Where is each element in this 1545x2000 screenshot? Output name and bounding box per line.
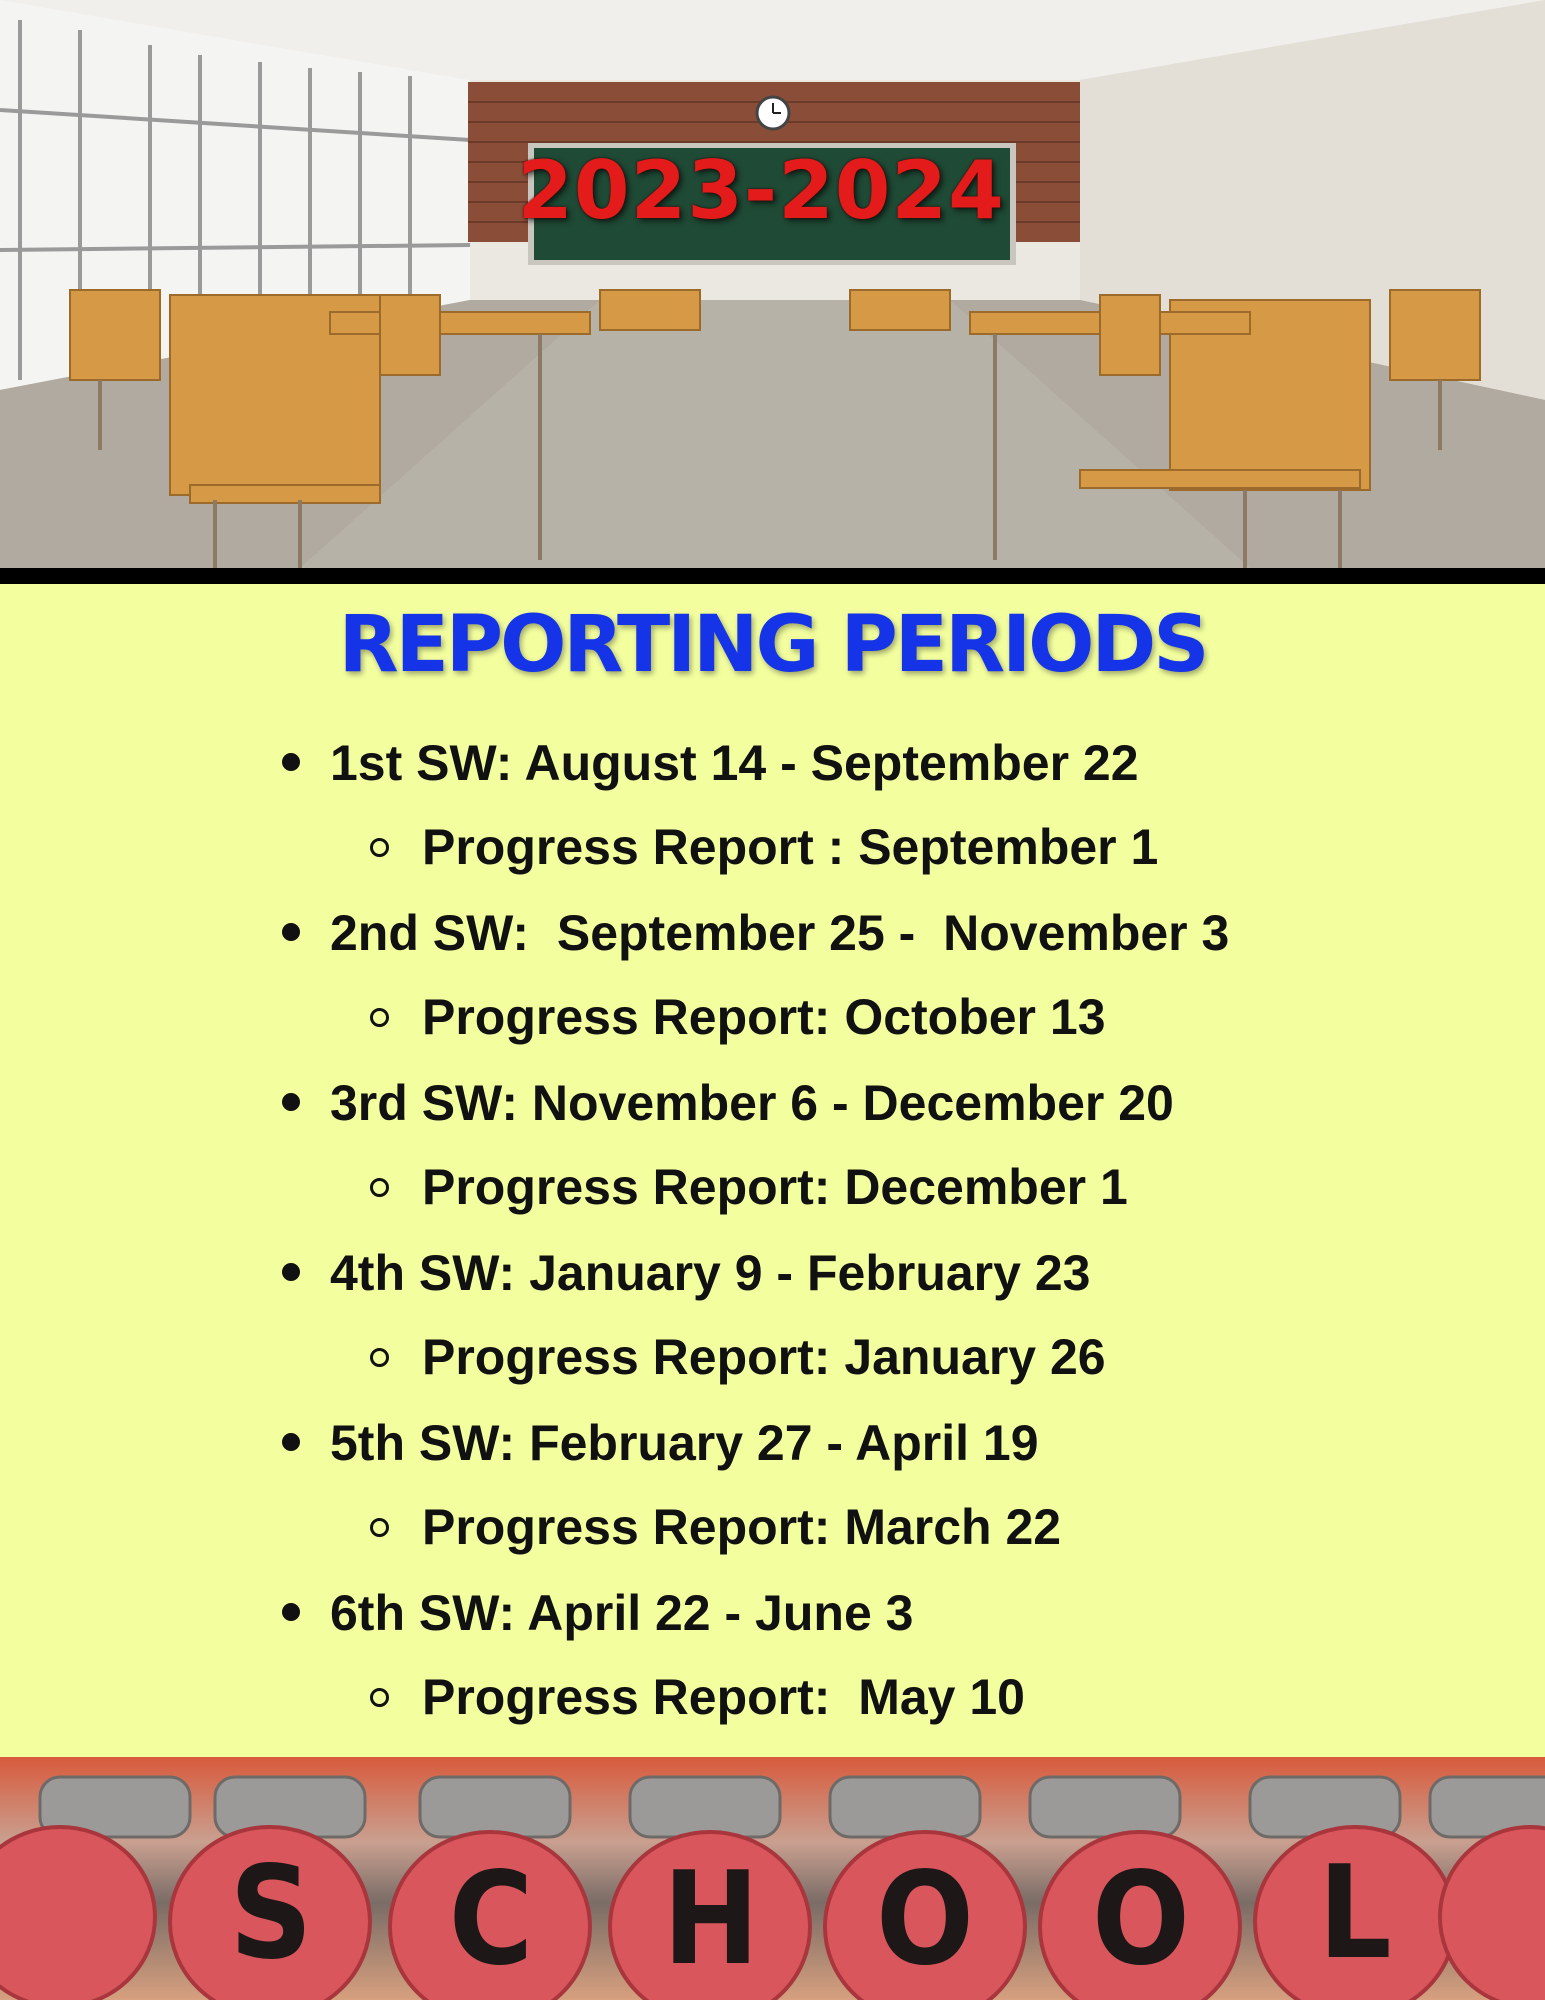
sub-bullet-icon bbox=[370, 1008, 389, 1027]
eraser-letter: C bbox=[448, 1845, 534, 1994]
sub-bullet-icon bbox=[370, 1688, 389, 1707]
bullet-icon bbox=[282, 753, 300, 771]
period-label: 2nd SW: September 25 - November 3 bbox=[330, 905, 1230, 961]
progress-report-label: Progress Report: January 26 bbox=[422, 1329, 1106, 1385]
classroom-illustration-icon bbox=[0, 0, 1545, 568]
period-label: 3rd SW: November 6 - December 20 bbox=[330, 1075, 1174, 1131]
period-label: 1st SW: August 14 - September 22 bbox=[330, 735, 1139, 791]
eraser-letter: O bbox=[876, 1845, 974, 1994]
header-divider bbox=[0, 568, 1545, 584]
eraser-letter: S bbox=[229, 1839, 313, 1988]
period-label: 4th SW: January 9 - February 23 bbox=[330, 1245, 1091, 1301]
progress-report-label: Progress Report: December 1 bbox=[422, 1159, 1128, 1215]
bullet-icon bbox=[282, 1093, 300, 1111]
progress-report-label: Progress Report: May 10 bbox=[422, 1669, 1025, 1725]
bullet-icon bbox=[282, 923, 300, 941]
sub-bullet-icon bbox=[370, 1178, 389, 1197]
classroom-photo bbox=[0, 0, 1545, 568]
bullet-icon bbox=[282, 1263, 300, 1281]
pencil-eraser-photo bbox=[0, 1757, 1545, 2000]
sub-bullet-icon bbox=[370, 838, 389, 857]
year-label: 2023-2024 bbox=[517, 144, 1005, 237]
progress-report-label: Progress Report: March 22 bbox=[422, 1499, 1062, 1555]
sub-bullet-icon bbox=[370, 1518, 389, 1537]
sub-bullet-icon bbox=[370, 1348, 389, 1367]
progress-report-label: Progress Report : September 1 bbox=[422, 819, 1159, 875]
eraser-letter: H bbox=[662, 1845, 760, 1994]
eraser-letter: O bbox=[1092, 1845, 1190, 1994]
progress-report-label: Progress Report: October 13 bbox=[422, 989, 1106, 1045]
page-title: REPORTING PERIODS bbox=[338, 600, 1207, 690]
eraser-letter: L bbox=[1318, 1839, 1392, 1988]
bullet-icon bbox=[282, 1433, 300, 1451]
bullet-icon bbox=[282, 1603, 300, 1621]
period-label: 5th SW: February 27 - April 19 bbox=[330, 1415, 1039, 1471]
period-label: 6th SW: April 22 - June 3 bbox=[330, 1585, 914, 1641]
